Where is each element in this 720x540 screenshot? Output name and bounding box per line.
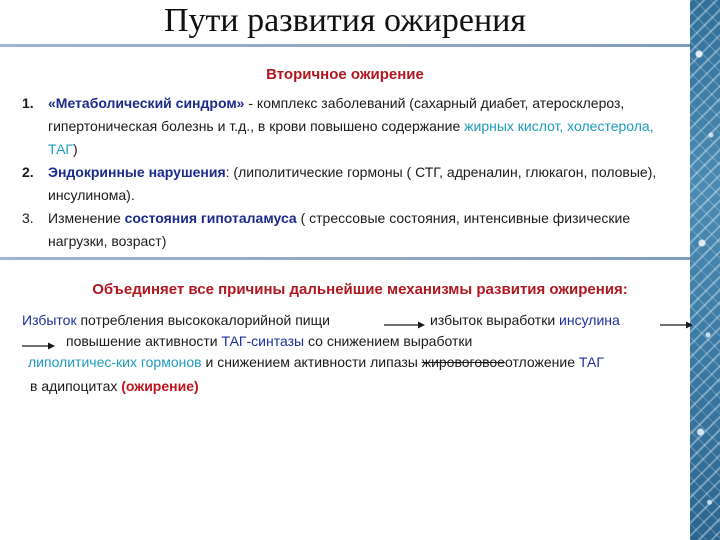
tag-synthase-word: ТАГ-синтазы [221, 333, 305, 349]
list-item [22, 161, 662, 207]
item-highlight: состояния гипоталамуса [124, 210, 297, 226]
mechanism-line-4 [30, 378, 199, 394]
combine-heading: Объединяет все причины дальнейшие механизмы развития ожирения: [92, 281, 628, 298]
tag-word: ТАГ [578, 354, 604, 370]
mechanism-line-3 [28, 354, 604, 370]
mechanism-fragment: и снижением активности липазы [201, 354, 422, 370]
mechanism-fragment: в адипоцитах [30, 378, 122, 394]
item-number: 3. [22, 210, 34, 226]
obesity-word: (ожирение) [121, 378, 199, 394]
mechanism-fragment: со снижением выработки [304, 333, 473, 349]
mechanism-fragment: отложение [504, 354, 579, 370]
mechanism-fragment: потребления высококалорийной пищи [76, 312, 330, 328]
excess-word: Избыток [22, 312, 77, 328]
item-text: : (липолитические гормоны ( СТГ, адреналин, глюкагон, половые), инсулинома). [48, 164, 657, 203]
title-divider [0, 44, 690, 47]
lipolytic-hormones-word: липолитичес-ких гормонов [28, 354, 202, 370]
item-text: - комплекс заболеваний (сахарный диабет, атеросклероз, гипертоническая болезнь и т.д., в крови повышено содержание [48, 95, 625, 134]
item-number: 2. [22, 164, 34, 180]
cause-list [22, 92, 662, 253]
list-item [22, 92, 662, 161]
arrow-right-icon [384, 321, 426, 329]
insulin-word: инсулина [559, 312, 620, 328]
arrow-right-icon [660, 321, 694, 329]
item-highlight: Эндокринные нарушения [48, 164, 226, 180]
item-text: ( стрессовые состояния, интенсивные физические нагрузки, возраст) [48, 210, 631, 249]
mechanism-fragment: повышение активности [66, 333, 222, 349]
list-item [22, 207, 662, 253]
mechanism-line-1 [22, 312, 330, 328]
section-divider [0, 257, 690, 260]
mechanism-line-1b [430, 312, 620, 328]
item-highlight: «Метаболический синдром» [48, 95, 245, 111]
struck-fragment: жировоговое [421, 354, 505, 370]
mechanism-line-2 [66, 333, 472, 349]
section-subtitle: Вторичное ожирение [266, 66, 424, 83]
slide-title: Пути развития ожирения [163, 2, 527, 39]
item-highlight-secondary: жирных кислот, холестерола, ТАГ [48, 118, 654, 157]
frost-decoration [690, 0, 720, 540]
item-text-pre: Изменение [48, 210, 125, 226]
item-number: 1. [22, 95, 34, 111]
arrow-right-icon [22, 342, 56, 350]
mechanism-fragment: избыток выработки [430, 312, 560, 328]
item-text-end: ) [73, 141, 78, 157]
